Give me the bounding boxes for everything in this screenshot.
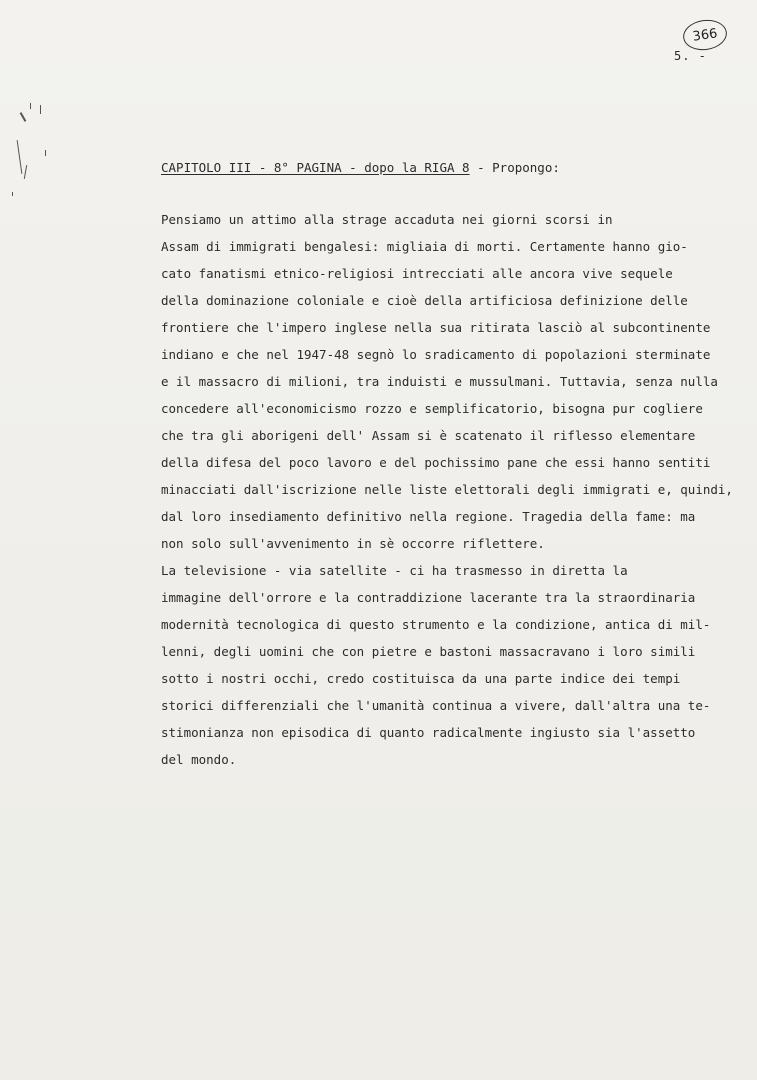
archive-stamp xyxy=(681,17,729,53)
text-line: non solo sull'avvenimento in sè occorre riflettere. xyxy=(161,536,545,551)
stamp-number: 366 xyxy=(691,25,719,45)
text-line: stimonianza non episodica di quanto radicalmente ingiusto sia l'assetto xyxy=(161,725,696,740)
heading-suffix: - Propongo: xyxy=(469,160,560,175)
text-line: minacciati dall'iscrizione nelle liste elettorali degli immigrati e, quindi, xyxy=(161,482,733,497)
text-line: dal loro insediamento definitivo nella regione. Tragedia della fame: ma xyxy=(161,509,696,524)
text-line: Assam di immigrati bengalesi: migliaia di morti. Certamente hanno gio- xyxy=(161,239,688,254)
text-line: della dominazione coloniale e cioè della artificiosa definizione delle xyxy=(161,293,688,308)
chapter-heading xyxy=(161,160,560,175)
text-line: storici differenziali che l'umanità continua a vivere, dall'altra una te- xyxy=(161,698,711,713)
text-line: che tra gli aborigeni dell' Assam si è scatenato il riflesso elementare xyxy=(161,428,696,443)
text-line: modernità tecnologica di questo strumento e la condizione, antica di mil- xyxy=(161,617,711,632)
text-line: indiano e che nel 1947-48 segnò lo sradicamento di popolazioni sterminate xyxy=(161,347,711,362)
text-line: Pensiamo un attimo alla strage accaduta nei giorni scorsi in xyxy=(161,212,613,227)
text-line: della difesa del poco lavoro e del pochissimo pane che essi hanno sentiti xyxy=(161,455,711,470)
page-number: 5. - xyxy=(674,49,707,63)
text-line: La televisione - via satellite - ci ha trasmesso in diretta la xyxy=(161,563,628,578)
text-line: e il massacro di milioni, tra induisti e mussulmani. Tuttavia, senza nulla xyxy=(161,374,718,389)
text-line: cato fanatismi etnico-religiosi intrecciati alle ancora vive sequele xyxy=(161,266,673,281)
heading-reference: CAPITOLO III - 8° PAGINA - dopo la RIGA 8 xyxy=(161,160,470,175)
text-line: lenni, degli uomini che con pietre e bastoni massacravano i loro simili xyxy=(161,644,696,659)
text-line: concedere all'economicismo rozzo e semplificatorio, bisogna pur cogliere xyxy=(161,401,703,416)
text-line: sotto i nostri occhi, credo costituisca da una parte indice dei tempi xyxy=(161,671,681,686)
text-line: immagine dell'orrore e la contraddizione lacerante tra la straordinaria xyxy=(161,590,696,605)
text-line: del mondo. xyxy=(161,752,237,767)
text-line: frontiere che l'impero inglese nella sua ritirata lasciò al subcontinente xyxy=(161,320,711,335)
